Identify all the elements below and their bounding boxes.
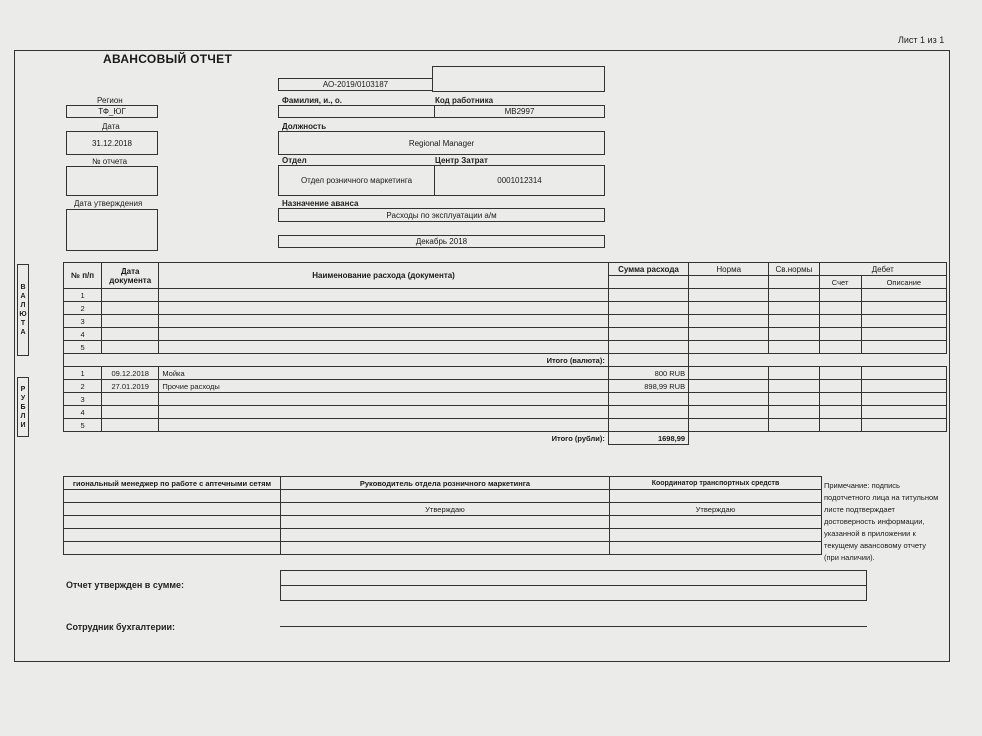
row-account bbox=[819, 328, 861, 341]
approved-sum-mid-line bbox=[280, 585, 867, 586]
col-sum-header: Сумма расхода bbox=[608, 263, 688, 276]
row-name bbox=[159, 419, 609, 432]
period-value: Декабрь 2018 bbox=[415, 237, 468, 246]
sig-cell bbox=[610, 542, 822, 555]
period-field bbox=[278, 235, 605, 248]
row-account bbox=[819, 406, 861, 419]
row-name bbox=[159, 315, 609, 328]
row-description bbox=[861, 289, 946, 302]
date-field bbox=[66, 131, 158, 155]
currency-rows bbox=[64, 289, 947, 354]
row-name: Мойка bbox=[159, 367, 609, 380]
approve-col2: Утверждаю bbox=[281, 503, 610, 516]
row-sum bbox=[608, 289, 688, 302]
row-date bbox=[102, 406, 159, 419]
col-over-norm-header: Св.нормы bbox=[769, 263, 819, 276]
table-row bbox=[64, 406, 947, 419]
advance-purpose-value: Расходы по эксплуатации а/м bbox=[386, 210, 497, 220]
col-name-header: Наименование расхода (документа) bbox=[159, 263, 609, 289]
signatures-header-row bbox=[64, 477, 822, 490]
row-account bbox=[819, 380, 861, 393]
row-name: Прочие расходы bbox=[159, 380, 609, 393]
department-value: Отдел розничного маркетинга bbox=[300, 176, 413, 185]
row-sum bbox=[608, 328, 688, 341]
row-over-norm bbox=[769, 315, 819, 328]
row-date bbox=[102, 289, 159, 302]
row-over-norm bbox=[769, 393, 819, 406]
cost-center-field bbox=[434, 165, 605, 196]
row-name bbox=[159, 393, 609, 406]
row-number: 5 bbox=[64, 419, 102, 432]
row-over-norm bbox=[769, 380, 819, 393]
currency-total-row bbox=[64, 354, 947, 367]
row-norm bbox=[689, 419, 769, 432]
row-sum bbox=[608, 406, 688, 419]
row-name bbox=[159, 341, 609, 354]
currency-total-label: Итого (валюта): bbox=[64, 354, 609, 367]
table-row bbox=[64, 380, 947, 393]
report-number-box bbox=[278, 78, 433, 91]
row-description bbox=[861, 406, 946, 419]
row-norm bbox=[689, 328, 769, 341]
region-value: ТФ_ЮГ bbox=[98, 107, 126, 116]
currency-total-blank bbox=[689, 354, 947, 367]
sig-cell bbox=[64, 490, 281, 503]
row-number: 4 bbox=[64, 406, 102, 419]
table-row bbox=[64, 393, 947, 406]
report-no-field bbox=[66, 166, 158, 196]
table-row bbox=[64, 367, 947, 380]
row-sum bbox=[608, 419, 688, 432]
table-row bbox=[64, 341, 947, 354]
position-label: Должность bbox=[282, 122, 327, 131]
date-label: Дата bbox=[102, 122, 120, 131]
row-norm bbox=[689, 367, 769, 380]
row-norm bbox=[689, 341, 769, 354]
col-date-header: Дата документа bbox=[102, 263, 159, 289]
row-description bbox=[861, 328, 946, 341]
row-description bbox=[861, 367, 946, 380]
side-letter: Л bbox=[20, 302, 26, 309]
row-over-norm bbox=[769, 419, 819, 432]
row-norm bbox=[689, 302, 769, 315]
currency-side-label bbox=[17, 264, 29, 356]
sig-cell bbox=[281, 542, 610, 555]
report-no-label: № отчета bbox=[92, 157, 128, 166]
signatures-row-4 bbox=[64, 516, 822, 529]
expense-table bbox=[63, 262, 947, 445]
side-letter: Б bbox=[20, 403, 26, 411]
ruble-total-label: Итого (рубли): bbox=[551, 433, 605, 443]
currency-total-value bbox=[608, 354, 688, 367]
over-norm-subheader-cell bbox=[769, 276, 819, 289]
approval-date-field bbox=[66, 209, 158, 251]
row-number: 3 bbox=[64, 393, 102, 406]
row-description bbox=[861, 341, 946, 354]
employee-code-value: MB2997 bbox=[504, 107, 535, 116]
row-sum bbox=[608, 341, 688, 354]
sig-cell bbox=[64, 529, 281, 542]
row-norm bbox=[689, 393, 769, 406]
row-sum: 898,99 RUB bbox=[608, 380, 688, 393]
row-account bbox=[819, 419, 861, 432]
advance-purpose-field bbox=[278, 208, 605, 222]
row-norm bbox=[689, 406, 769, 419]
page-indicator: Лист 1 из 1 bbox=[898, 35, 945, 45]
signatures-row-5 bbox=[64, 529, 822, 542]
approved-sum-label: Отчет утвержден в сумме: bbox=[66, 580, 185, 590]
table-row bbox=[64, 302, 947, 315]
table-row bbox=[64, 289, 947, 302]
sig-cell bbox=[281, 516, 610, 529]
employee-code-label: Код работника bbox=[435, 96, 494, 105]
row-over-norm bbox=[769, 341, 819, 354]
page-title: АВАНСОВЫЙ ОТЧЕТ bbox=[103, 52, 233, 66]
row-sum bbox=[608, 393, 688, 406]
date-value: 31.12.2018 bbox=[91, 138, 133, 148]
report-number: АО-2019/0103187 bbox=[322, 80, 389, 89]
row-date bbox=[102, 315, 159, 328]
row-date bbox=[102, 328, 159, 341]
row-date bbox=[102, 393, 159, 406]
row-over-norm bbox=[769, 328, 819, 341]
row-norm bbox=[689, 289, 769, 302]
employee-code-field bbox=[434, 105, 605, 118]
side-letter: Л bbox=[20, 412, 26, 420]
department-label: Отдел bbox=[282, 156, 307, 165]
ruble-total-value: 1698,99 bbox=[608, 432, 688, 445]
row-over-norm bbox=[769, 289, 819, 302]
signatures-row-6 bbox=[64, 542, 822, 555]
norm-subheader-cell bbox=[689, 276, 769, 289]
row-number: 3 bbox=[64, 315, 102, 328]
department-field bbox=[278, 165, 435, 196]
fio-label: Фамилия, и., о. bbox=[282, 96, 342, 105]
ruble-total-blank bbox=[689, 432, 947, 445]
table-row bbox=[64, 328, 947, 341]
row-account bbox=[819, 341, 861, 354]
row-number: 4 bbox=[64, 328, 102, 341]
row-account bbox=[819, 315, 861, 328]
fio-field bbox=[278, 105, 435, 118]
row-description bbox=[861, 380, 946, 393]
approval-note: Примечание: подпись подотчетного лица на титульном листе подтверждает достоверность информации, указанной в приложении к текущему авансовому отчету (при наличии). bbox=[824, 481, 939, 562]
row-sum bbox=[608, 315, 688, 328]
ruble-rows bbox=[64, 367, 947, 432]
row-number: 5 bbox=[64, 341, 102, 354]
row-norm bbox=[689, 380, 769, 393]
signatures-approve-row bbox=[64, 503, 822, 516]
side-letter: А bbox=[20, 293, 26, 300]
side-letter: И bbox=[20, 421, 26, 429]
side-letter: Ю bbox=[19, 311, 27, 318]
row-date bbox=[102, 419, 159, 432]
row-date bbox=[102, 341, 159, 354]
position-value: Regional Manager bbox=[408, 138, 475, 148]
rubles-side-label bbox=[17, 377, 29, 437]
row-norm bbox=[689, 315, 769, 328]
row-account bbox=[819, 367, 861, 380]
sig-cell bbox=[64, 503, 281, 516]
side-letter: Р bbox=[20, 385, 26, 393]
row-date: 09.12.2018 bbox=[102, 367, 159, 380]
side-letter: У bbox=[20, 394, 26, 402]
row-sum bbox=[608, 302, 688, 315]
advance-purpose-label: Назначение аванса bbox=[282, 199, 359, 208]
col-norm-header: Норма bbox=[689, 263, 769, 276]
row-description bbox=[861, 419, 946, 432]
row-name bbox=[159, 406, 609, 419]
signature-col1-title: гиональный менеджер по работе с аптечными сетям bbox=[64, 477, 281, 490]
row-name bbox=[159, 328, 609, 341]
row-sum: 800 RUB bbox=[608, 367, 688, 380]
side-letter: Т bbox=[20, 320, 26, 327]
approve-col3: Утверждаю bbox=[610, 503, 822, 516]
sig-cell bbox=[610, 516, 822, 529]
table-row bbox=[64, 315, 947, 328]
signature-col2-title: Руководитель отдела розничного маркетинга bbox=[281, 477, 610, 490]
side-letter: А bbox=[20, 329, 26, 336]
side-letter: В bbox=[20, 284, 26, 291]
row-date: 27.01.2019 bbox=[102, 380, 159, 393]
sig-cell bbox=[64, 516, 281, 529]
col-debit-header: Дебет bbox=[819, 263, 946, 276]
row-over-norm bbox=[769, 302, 819, 315]
table-row bbox=[64, 419, 947, 432]
row-over-norm bbox=[769, 406, 819, 419]
col-num-header: № п/п bbox=[64, 263, 102, 289]
cost-center-label: Центр Затрат bbox=[435, 156, 488, 165]
row-name bbox=[159, 289, 609, 302]
sum-subheader-cell bbox=[608, 276, 688, 289]
table-header-row bbox=[64, 263, 947, 276]
row-description bbox=[861, 302, 946, 315]
row-account bbox=[819, 302, 861, 315]
row-number: 2 bbox=[64, 302, 102, 315]
row-number: 1 bbox=[64, 289, 102, 302]
row-name bbox=[159, 302, 609, 315]
accountant-label: Сотрудник бухгалтерии: bbox=[66, 622, 176, 632]
sig-cell bbox=[610, 490, 822, 503]
col-account-header: Счет bbox=[819, 276, 861, 289]
row-account bbox=[819, 393, 861, 406]
row-number: 1 bbox=[64, 367, 102, 380]
sig-cell bbox=[610, 529, 822, 542]
sig-cell bbox=[64, 542, 281, 555]
accountant-line bbox=[280, 626, 867, 627]
row-number: 2 bbox=[64, 380, 102, 393]
region-field bbox=[66, 105, 158, 118]
region-label: Регион bbox=[97, 96, 123, 105]
approval-date-label: Дата утверждения bbox=[74, 199, 143, 208]
signatures-row-2 bbox=[64, 490, 822, 503]
sig-cell bbox=[281, 529, 610, 542]
col-description-header: Описание bbox=[861, 276, 946, 289]
sig-cell bbox=[281, 490, 610, 503]
row-description bbox=[861, 315, 946, 328]
signature-col3-title: Координатор транспортных средств bbox=[610, 477, 822, 490]
ruble-total-row bbox=[64, 432, 947, 445]
cost-center-value: 0001012314 bbox=[497, 176, 542, 185]
top-right-empty-box bbox=[432, 66, 605, 92]
row-over-norm bbox=[769, 367, 819, 380]
row-description bbox=[861, 393, 946, 406]
signatures-table bbox=[63, 476, 822, 555]
row-date bbox=[102, 302, 159, 315]
row-account bbox=[819, 289, 861, 302]
position-field bbox=[278, 131, 605, 155]
